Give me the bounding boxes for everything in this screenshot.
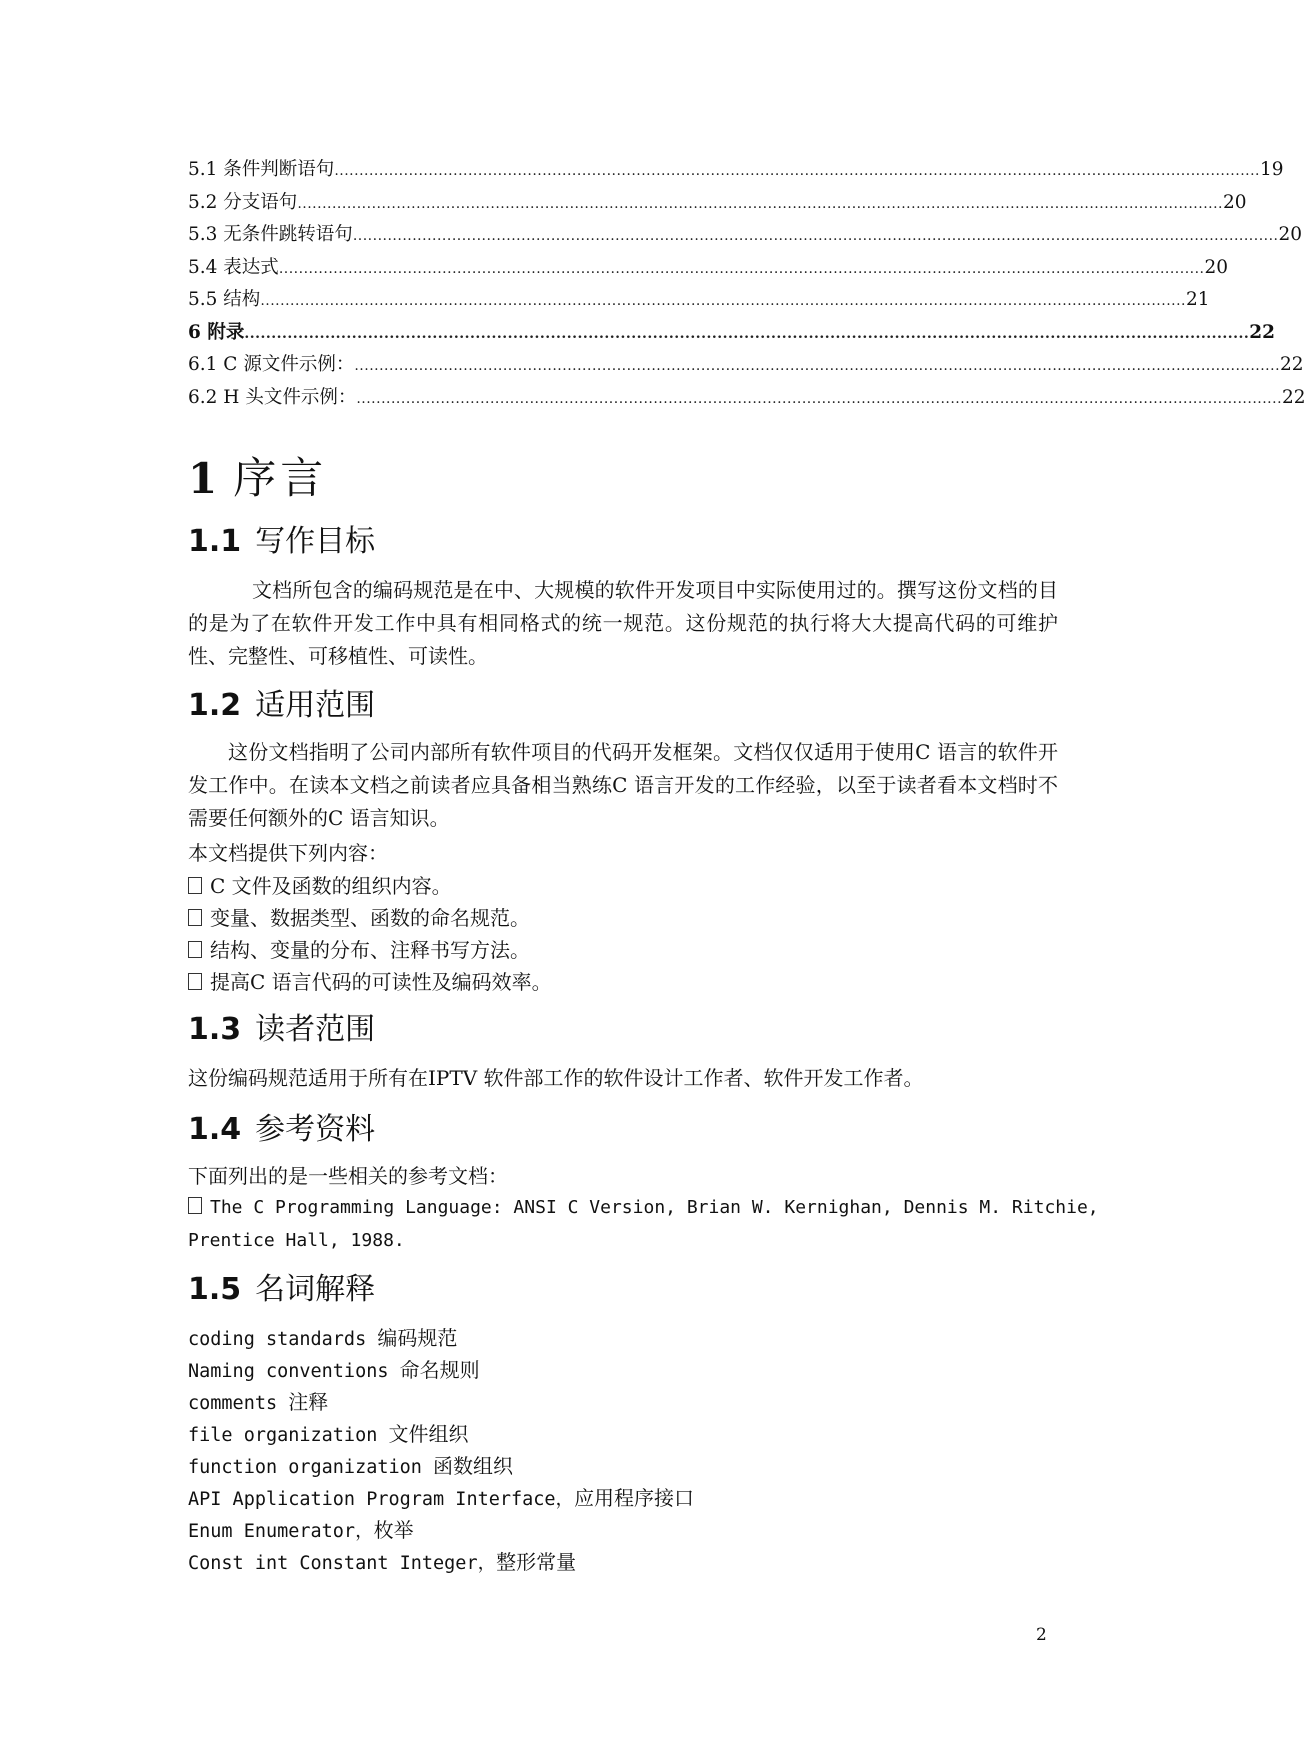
checkbox-bullet-icon <box>188 1197 202 1214</box>
glossary-term: Const int Constant Integer， <box>188 1553 497 1574</box>
toc-entry-label: 6.2 H 头文件示例： <box>188 386 357 408</box>
glossary-term: function organization <box>188 1457 422 1478</box>
glossary-entry <box>188 1450 513 1484</box>
toc-entry-label: 5.1 条件判断语句 <box>188 159 335 180</box>
chapter-heading <box>188 451 327 507</box>
toc-entry-page: 19 <box>1260 159 1284 180</box>
checkbox-bullet-icon <box>188 877 202 894</box>
section-heading <box>188 1010 375 1050</box>
section-heading <box>188 1110 375 1150</box>
section-heading <box>188 686 375 726</box>
section-title: 写作目标 <box>255 524 376 559</box>
list-item <box>188 870 452 902</box>
toc-leader-dots: ........................................................................................................................................................................................... <box>352 228 1279 244</box>
section-number: 1.5 <box>188 1272 242 1307</box>
glossary-term: Enum Enumerator， <box>188 1521 374 1542</box>
section-number: 1.4 <box>188 1112 242 1147</box>
section-title: 名词解释 <box>255 1272 376 1307</box>
toc-entry-page: 20 <box>1223 191 1247 213</box>
glossary-definition: 注释 <box>288 1390 329 1414</box>
chapter-number: 1 <box>188 454 218 503</box>
chapter-title: 序言 <box>233 454 328 504</box>
toc-entry-page: 20 <box>1204 256 1229 278</box>
toc-entry-label: 5.3 无条件跳转语句 <box>188 224 353 245</box>
page-number: 2 <box>1036 1625 1047 1645</box>
section-heading <box>188 522 375 562</box>
glossary-definition: 编码规范 <box>377 1326 458 1350</box>
list-item <box>188 966 552 998</box>
toc-entry[interactable] <box>188 284 1210 317</box>
section-heading <box>188 1270 375 1310</box>
section-number: 1.2 <box>188 688 242 723</box>
toc-leader-dots: ........................................................................................................................................................................................... <box>356 390 1283 407</box>
toc-entry[interactable] <box>188 349 1304 382</box>
glossary-entry <box>188 1482 694 1516</box>
list-item-text: 提高C 语言代码的可读性及编码效率。 <box>210 970 552 994</box>
toc-entry-label: 5.5 结构 <box>188 289 261 310</box>
section-title: 适用范围 <box>255 688 376 723</box>
toc-entry-label: 6.1 C 源文件示例： <box>188 354 355 375</box>
glossary-definition: 应用程序接口 <box>574 1486 695 1510</box>
list-item-text: 变量、数据类型、函数的命名规范。 <box>210 906 530 930</box>
toc-entry-page: 20 <box>1278 224 1303 245</box>
toc-entry-page: 22 <box>1280 354 1304 375</box>
glossary-definition: 命名规则 <box>399 1358 480 1382</box>
toc-entry-page: 22 <box>1282 386 1306 408</box>
section-title: 读者范围 <box>255 1012 376 1047</box>
glossary-entry <box>188 1514 414 1548</box>
glossary-entry <box>188 1418 469 1452</box>
reference-entry <box>188 1192 1099 1224</box>
glossary-definition: 文件组织 <box>388 1422 469 1446</box>
list-intro: 本文档提供下列内容： <box>188 841 388 865</box>
toc-entry-page: 21 <box>1186 289 1210 310</box>
toc-entry-label: 5.4 表达式 <box>188 256 279 278</box>
toc-leader-dots: ........................................................................................................................................................................................... <box>278 260 1205 277</box>
section-paragraph: 文档所包含的编码规范是在中、大规模的软件开发项目中实际使用过的。撰写这份文档的目的是为了在软件开发工作中具有相同格式的统一规范。这份规范的执行将大大提高代码的可维护性、完整性、可移植性、可读性。 <box>188 578 1058 668</box>
list-item-text: 结构、变量的分布、注释书写方法。 <box>210 938 530 962</box>
toc-entry[interactable] <box>188 187 1247 220</box>
section-title: 参考资料 <box>255 1112 376 1147</box>
toc-leader-dots: ........................................................................................................................................................................................... <box>334 163 1260 179</box>
glossary-definition: 枚举 <box>373 1518 414 1542</box>
toc-entry-page: 22 <box>1249 321 1276 343</box>
toc-entry[interactable] <box>188 154 1284 187</box>
reference-text: The C Programming Language: ANSI C Version, Brian W. Kernighan, Dennis M. Ritchie, <box>210 1197 1099 1218</box>
table-of-contents <box>188 154 1306 414</box>
section-paragraph: 这份编码规范适用于所有在IPTV 软件部工作的软件设计工作者、软件开发工作者。 <box>188 1066 924 1090</box>
section-number: 1.1 <box>188 524 242 559</box>
toc-entry-label: 6 附录 <box>188 321 245 343</box>
glossary-definition: 整形常量 <box>496 1550 577 1574</box>
glossary-definition: 函数组织 <box>433 1454 514 1478</box>
checkbox-bullet-icon <box>188 909 202 926</box>
glossary-term: API Application Program Interface， <box>188 1489 575 1510</box>
glossary-term: file organization <box>188 1425 378 1446</box>
glossary-entry <box>188 1546 576 1580</box>
toc-entry[interactable] <box>188 219 1303 252</box>
toc-entry[interactable] <box>188 382 1306 415</box>
glossary-entry <box>188 1354 480 1388</box>
list-item <box>188 934 530 966</box>
glossary-entry <box>188 1386 328 1420</box>
list-item <box>188 902 530 934</box>
section-paragraph: 下面列出的是一些相关的参考文档： <box>188 1164 508 1188</box>
section-number: 1.3 <box>188 1012 242 1047</box>
toc-entry-label: 5.2 分支语句 <box>188 191 298 213</box>
reference-entry-continued: Prentice Hall, 1988. <box>188 1230 405 1251</box>
glossary-term: coding standards <box>188 1329 367 1350</box>
glossary-term: comments <box>188 1393 278 1414</box>
toc-leader-dots: ........................................................................................................................................................................................... <box>244 325 1250 342</box>
checkbox-bullet-icon <box>188 973 202 990</box>
section-paragraph: 这份文档指明了公司内部所有软件项目的代码开发框架。文档仅仅适用于使用C 语言的软件开发工作中。在读本文档之前读者应具备相当熟练C 语言开发的工作经验，以至于读者看本文档时不需要任何额外的C 语言知识。 <box>188 740 1058 830</box>
toc-leader-dots: ........................................................................................................................................................................................... <box>260 293 1186 309</box>
list-item-text: C 文件及函数的组织内容。 <box>210 874 452 898</box>
toc-leader-dots: ........................................................................................................................................................................................... <box>297 195 1223 212</box>
toc-leader-dots: ........................................................................................................................................................................................... <box>354 358 1281 374</box>
glossary-entry <box>188 1322 457 1356</box>
glossary-term: Naming conventions <box>188 1361 389 1382</box>
toc-entry[interactable] <box>188 317 1276 350</box>
checkbox-bullet-icon <box>188 941 202 958</box>
toc-entry[interactable] <box>188 252 1229 285</box>
